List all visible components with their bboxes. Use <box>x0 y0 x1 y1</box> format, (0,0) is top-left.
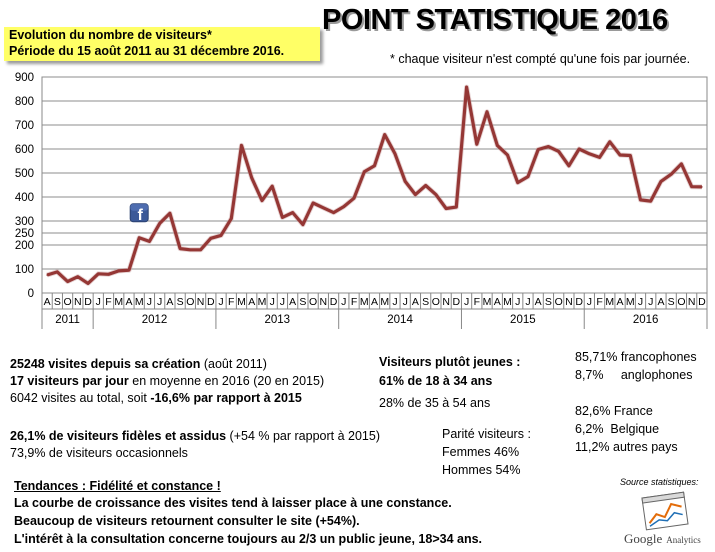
data-point <box>599 157 601 159</box>
facebook-icon <box>130 204 148 224</box>
data-point <box>681 163 683 165</box>
year-label: 2011 <box>55 314 80 326</box>
month-label: M <box>625 296 635 308</box>
month-label: J <box>269 296 275 308</box>
data-point <box>466 86 468 88</box>
country-other: 11,2% autres pays <box>575 440 678 454</box>
data-point <box>200 249 202 251</box>
month-label: A <box>370 296 379 308</box>
data-point <box>118 270 120 272</box>
parity-women: Femmes 46% <box>442 445 520 459</box>
month-label: A <box>43 296 51 308</box>
year-label: 2016 <box>632 314 659 326</box>
age-title: Visiteurs plutôt jeunes : <box>379 355 521 369</box>
facebook-icon-glyph: f <box>137 206 143 224</box>
month-label: M <box>605 296 615 308</box>
data-point <box>220 235 222 237</box>
data-point <box>629 155 631 157</box>
x-axis <box>42 293 707 329</box>
month-label: A <box>289 296 297 308</box>
year-visits: 6042 visites au total, soit <box>10 391 151 405</box>
data-point <box>445 208 447 210</box>
subtitle-line-2: Période du 15 août 2011 au 31 décembre 2016. <box>9 44 285 58</box>
month-label: A <box>248 296 256 308</box>
source-label: Source statistiques: <box>620 477 699 487</box>
y-tick-label: 900 <box>14 72 34 84</box>
tendances-line-2: Beaucoup de visiteurs retournent consulter le site (+54%). <box>14 514 360 528</box>
month-label: S <box>544 296 552 308</box>
data-point <box>261 200 263 202</box>
data-point <box>701 186 703 188</box>
subtitle-line-1: Evolution du nombre de visiteurs* <box>9 28 212 42</box>
y-tick-label: 200 <box>14 240 34 252</box>
month-label: J <box>279 296 286 308</box>
month-label: J <box>515 296 521 308</box>
month-label: A <box>616 296 624 308</box>
data-point <box>435 194 437 196</box>
stat-line-5: 73,9% de visiteurs occasionnels <box>10 446 188 460</box>
data-point <box>230 218 232 220</box>
data-point <box>169 213 171 215</box>
plot-area <box>42 77 707 293</box>
data-point <box>87 283 89 285</box>
stat-line-1 <box>10 356 267 373</box>
month-label: O <box>677 296 686 308</box>
data-point <box>251 177 253 179</box>
month-label: M <box>257 296 267 308</box>
data-point <box>353 197 355 199</box>
data-point <box>650 200 652 202</box>
page-title: POINT STATISTIQUE 2016 <box>322 4 668 36</box>
country-france: 82,6% France <box>575 404 653 418</box>
data-point <box>660 181 662 183</box>
month-label: D <box>698 296 706 308</box>
year-label: 2014 <box>387 314 413 326</box>
total-visits-note: (août 2011) <box>200 357 267 371</box>
month-label: J <box>392 296 398 308</box>
google-analytics-logo: Google Analytics <box>624 531 701 546</box>
data-point <box>527 176 529 178</box>
y-tick-label: 300 <box>14 216 34 228</box>
annotations <box>130 204 148 224</box>
month-label: A <box>534 296 542 308</box>
month-label: J <box>341 296 347 308</box>
data-point <box>302 224 304 226</box>
month-label: M <box>237 296 246 308</box>
month-label: N <box>687 296 696 308</box>
data-point <box>108 273 110 275</box>
data-point <box>384 134 386 136</box>
month-label: S <box>299 296 307 308</box>
data-point <box>578 148 580 150</box>
data-point <box>312 202 314 204</box>
data-point <box>210 237 212 239</box>
visitors-line-chart <box>0 70 715 355</box>
subtitle-box <box>4 27 320 61</box>
month-label: N <box>442 296 450 308</box>
data-point <box>476 143 478 145</box>
y-tick-label: 600 <box>14 144 34 156</box>
month-label: J <box>586 296 592 308</box>
data-point <box>558 151 560 153</box>
data-point <box>394 153 396 155</box>
data-point <box>425 185 427 187</box>
data-point <box>568 165 570 167</box>
year-label: 2013 <box>264 314 291 326</box>
data-point <box>159 223 161 225</box>
data-point <box>517 182 519 184</box>
month-label: D <box>575 296 583 308</box>
daily-visitors-note: en moyenne en 2016 (20 en 2015) <box>128 374 325 388</box>
month-label: F <box>596 296 603 308</box>
month-label: M <box>359 296 369 308</box>
data-point <box>323 207 325 209</box>
month-label: D <box>84 296 92 308</box>
month-label: A <box>166 296 174 308</box>
data-point <box>179 248 181 250</box>
month-label: M <box>380 296 390 308</box>
data-point <box>282 217 284 219</box>
data-point <box>333 212 335 214</box>
month-label: S <box>422 296 430 308</box>
daily-visitors: 17 visiteurs par jour <box>10 374 129 388</box>
month-label: N <box>319 296 328 308</box>
tendances-title: Tendances : Fidélité et constance ! <box>14 479 221 493</box>
month-label: O <box>63 296 72 308</box>
month-label: M <box>482 296 492 308</box>
month-label: J <box>146 296 153 308</box>
month-label: D <box>452 296 461 308</box>
data-point <box>374 165 376 167</box>
month-label: J <box>525 296 531 308</box>
age-line-2: 28% de 35 à 54 ans <box>379 396 491 410</box>
month-label: A <box>125 296 133 308</box>
year-label: 2012 <box>141 314 168 326</box>
data-point <box>640 199 642 201</box>
country-belgium: 6,2% Belgique <box>575 422 660 436</box>
y-axis-ticks <box>15 72 34 300</box>
loyal-visitors-note: (+54 % par rapport à 2015) <box>226 429 380 443</box>
data-point <box>271 185 273 187</box>
y-tick-label: 700 <box>14 120 34 132</box>
month-label: F <box>350 296 358 308</box>
y-tick-label: 500 <box>14 168 34 180</box>
month-label: A <box>657 296 665 308</box>
month-label: M <box>134 296 144 308</box>
data-point <box>548 146 550 148</box>
footnote: * chaque visiteur n'est compté qu'une fois par journée. <box>390 52 691 66</box>
month-label: O <box>186 296 195 308</box>
month-label: M <box>114 296 124 308</box>
month-label: F <box>228 296 235 308</box>
month-label: S <box>667 296 675 308</box>
age-line-1: 61% de 18 à 34 ans <box>379 374 493 388</box>
month-label: J <box>157 296 163 308</box>
loyal-visitors: 26,1% de visiteurs fidèles et assidus <box>10 429 227 443</box>
data-point <box>46 274 48 276</box>
data-point <box>507 154 509 156</box>
month-label: O <box>554 296 563 308</box>
data-point <box>691 186 693 188</box>
lang-french: 85,71% francophones <box>575 350 697 364</box>
data-point <box>496 145 498 147</box>
data-point <box>363 171 365 173</box>
total-visits: 25248 visites depuis sa création <box>10 357 201 371</box>
month-label: S <box>53 296 61 308</box>
y-tick-label: 100 <box>14 264 34 276</box>
tendances-line-3: L'intérêt à la consultation concerne toujours au 2/3 un public jeune, 18>34 ans. <box>14 532 483 546</box>
data-point <box>57 271 59 273</box>
year-label: 2015 <box>510 314 536 326</box>
data-point <box>343 206 345 208</box>
data-point <box>67 281 69 283</box>
month-label: M <box>503 296 512 308</box>
tendances-line-1: La courbe de croissance des visites tend à laisser place à une constance. <box>14 496 452 510</box>
year-change: -16,6% par rapport à 2015 <box>150 391 302 405</box>
month-label: J <box>402 296 408 308</box>
data-point <box>609 141 611 143</box>
y-tick-label: 400 <box>14 192 34 204</box>
month-label: J <box>637 296 644 308</box>
month-label: N <box>74 296 82 308</box>
y-tick-label: 0 <box>27 288 34 300</box>
data-point <box>292 212 294 214</box>
data-point <box>415 194 417 196</box>
month-label: O <box>431 296 440 308</box>
data-point <box>619 154 621 156</box>
stat-line-3 <box>10 390 302 407</box>
data-point <box>670 173 672 175</box>
data-point <box>138 237 140 239</box>
month-label: A <box>493 296 501 308</box>
data-point <box>190 249 192 251</box>
data-point <box>589 153 591 155</box>
month-label: J <box>95 296 101 308</box>
data-point <box>149 241 151 243</box>
source-box <box>618 477 712 545</box>
month-label: D <box>207 296 215 308</box>
data-point <box>404 181 406 183</box>
chart-grid <box>42 77 707 293</box>
month-label: F <box>105 296 112 308</box>
data-point <box>77 276 79 278</box>
month-label: S <box>176 296 184 308</box>
month-label: D <box>329 296 338 308</box>
month-label: J <box>648 296 654 308</box>
data-point <box>128 269 130 271</box>
parity-title: Parité visiteurs : <box>442 427 531 441</box>
data-point <box>97 273 99 275</box>
y-tick-label: 250 <box>14 228 34 240</box>
analytics-chart-icon <box>618 487 712 533</box>
stat-line-4 <box>10 428 380 445</box>
data-point <box>537 149 539 151</box>
month-label: F <box>473 296 481 308</box>
month-label: A <box>411 296 419 308</box>
month-label: N <box>565 296 573 308</box>
y-tick-label: 800 <box>14 96 34 108</box>
data-point <box>456 206 458 208</box>
parity-men: Hommes 54% <box>442 463 521 477</box>
lang-english: 8,7% anglophones <box>575 368 693 382</box>
month-label: J <box>463 296 470 308</box>
month-label: N <box>196 296 205 308</box>
month-label: O <box>309 296 318 308</box>
month-label: J <box>218 296 224 308</box>
data-point <box>241 145 243 147</box>
data-point <box>486 111 488 113</box>
stat-line-2 <box>10 373 324 390</box>
